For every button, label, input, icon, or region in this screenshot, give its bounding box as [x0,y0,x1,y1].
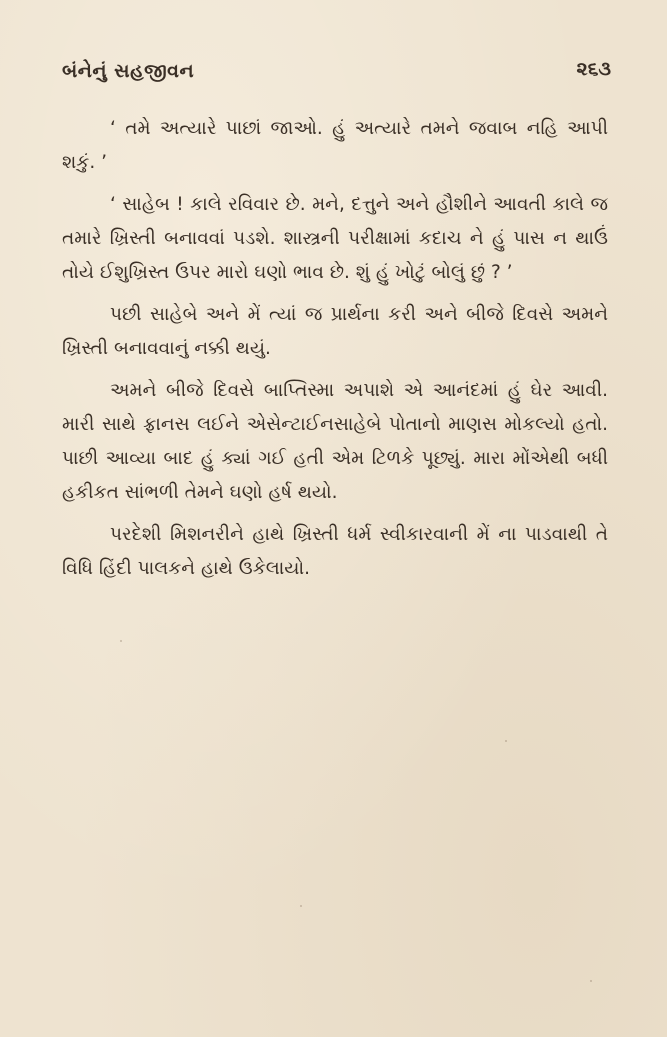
paper-speck [300,905,302,907]
page-number: ૨૬૩ [576,58,611,80]
paragraph: પછી સાહેબે અને મેં ત્યાં જ પ્રાર્થના કરી અને બીજે દિવસે અમને ખ્રિસ્તી બનાવવાનું નક્કી થયું. [62,304,608,359]
body-text [62,112,608,594]
paper-speck [120,640,122,642]
paper-speck [505,740,507,742]
paragraph: ‘ સાહેબ ! કાલે રવિવાર છે. મને, દત્તુને અને હૌશીને આવતી કાલે જ તમારે ખ્રિસ્તી બનાવવાં પડશે. શાસ્ત્રની પરીક્ષામાં કદાચ ને હું પાસ ન થાઉં તોયે ઈશુખ્રિસ્ત ઉપર મારો ઘણો ભાવ છે. શું હું ખોટું બોલું છું ? ’ [62,194,608,283]
paper-speck [590,980,592,982]
paragraph: અમને બીજે દિવસે બાપ્તિસ્મા અપાશે એ આનંદમાં હું ઘેર આવી. મારી સાથે ફ્રાનસ લઈને એસેન્ટાઈનસાહેબે પોતાનો માણસ મોકલ્યો હતો. પાછી આવ્યા બાદ હું ક્યાં ગઈ હતી એમ ટિળકે પૂછ્યું. મારા મોંએથી બધી હકીકત સાંભળી તેમને ઘણો હર્ષ થયો. [62,380,608,503]
paragraph: ‘ તમે અત્યારે પાછાં જાઓ. હું અત્યારે તમને જવાબ નહિ આપી શકું. ’ [62,118,608,173]
paragraph: પરદેશી મિશનરીને હાથે ખ્રિસ્તી ધર્મ સ્વીકારવાની મેં ના પાડવાથી તે વિધિ હિંદી પાલકને હાથે ઉકેલાયો. [62,524,608,579]
running-title: બંનેનું સહજીવન [62,60,195,82]
